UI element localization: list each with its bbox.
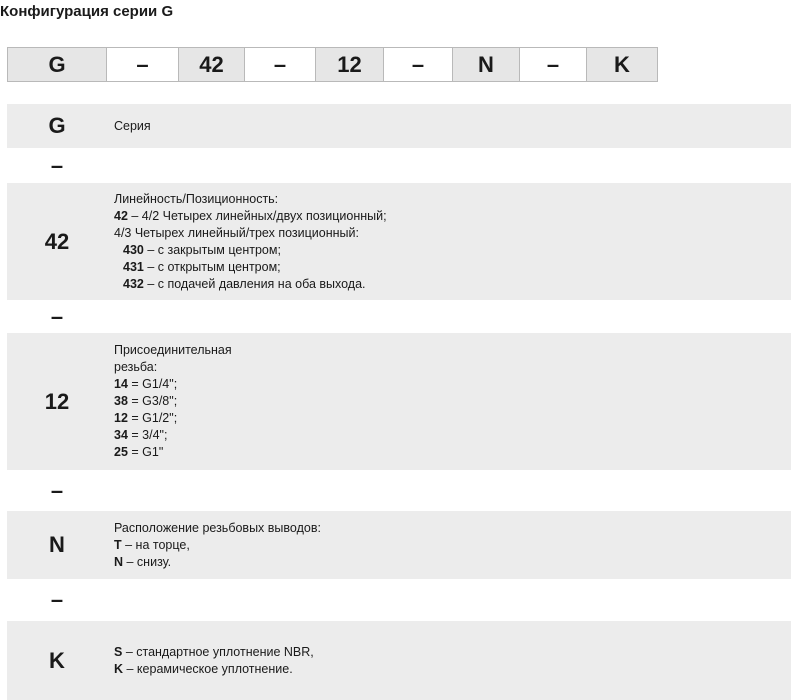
code-cell-separator: –: [245, 48, 316, 81]
page-title: Конфигурация серии G: [0, 3, 174, 20]
row-description: [107, 621, 791, 700]
description-line: Присоединительная: [114, 343, 232, 357]
row-code: N: [49, 532, 65, 557]
description-line: 42 – 4/2 Четырех линейных/двух позиционный;: [114, 208, 387, 223]
row-code: 42: [44, 228, 70, 254]
table-row-separator: [7, 470, 791, 511]
description-line: 4/3 Четырех линейный/трех позиционный:: [114, 225, 359, 240]
description-line: 38 = G3/8";: [114, 394, 178, 408]
row-code: 12: [44, 388, 70, 414]
code-cell-port-position: N: [453, 48, 520, 81]
description-line: Серия: [114, 118, 151, 133]
description-line: 34 = 3/4";: [114, 428, 168, 442]
description-line: 14 = G1/4";: [114, 377, 178, 391]
code-cell-seal: K: [587, 48, 657, 81]
table-row-seal: [7, 621, 791, 700]
row-code: –: [50, 303, 64, 329]
row-description: [107, 104, 791, 148]
table-row-type: [7, 183, 791, 300]
row-code: –: [50, 152, 64, 178]
row-code: –: [50, 477, 64, 503]
table-row-separator: [7, 300, 791, 333]
code-cell-separator: –: [520, 48, 587, 81]
configuration-code-bar: [7, 47, 658, 82]
row-code: –: [50, 587, 64, 612]
description-line: N – снизу.: [114, 554, 172, 569]
description-line: резьба:: [114, 360, 158, 374]
description-line: 12 = G1/2";: [114, 411, 178, 425]
description-line: 25 = G1": [114, 445, 164, 459]
table-row-port-position: [7, 511, 791, 579]
description-line: 431 – с открытым центром;: [123, 259, 281, 274]
description-line: S – стандартное уплотнение NBR,: [114, 644, 314, 659]
code-cell-type: 42: [179, 48, 245, 81]
code-cell-separator: –: [107, 48, 179, 81]
table-row-thread: [7, 333, 791, 470]
description-line: 430 – с закрытым центром;: [123, 242, 281, 257]
description-line: K – керамическое уплотнение.: [114, 661, 293, 676]
configuration-table: [7, 104, 791, 700]
description-line: T – на торце,: [114, 537, 190, 552]
row-description: [107, 511, 791, 579]
row-description: [107, 333, 791, 470]
code-cell-series: G: [8, 48, 107, 81]
row-code: K: [49, 647, 65, 673]
row-code: G: [48, 113, 66, 138]
table-row-separator: [7, 148, 791, 183]
code-cell-thread: 12: [316, 48, 384, 81]
description-line: Линейность/Позиционность:: [114, 191, 279, 206]
row-description: [107, 183, 791, 300]
code-cell-separator: –: [384, 48, 453, 81]
description-line: 432 – с подачей давления на оба выхода.: [123, 276, 366, 291]
table-row-separator: [7, 579, 791, 621]
table-row-series: [7, 104, 791, 148]
description-line: Расположение резьбовых выводов:: [114, 520, 321, 535]
